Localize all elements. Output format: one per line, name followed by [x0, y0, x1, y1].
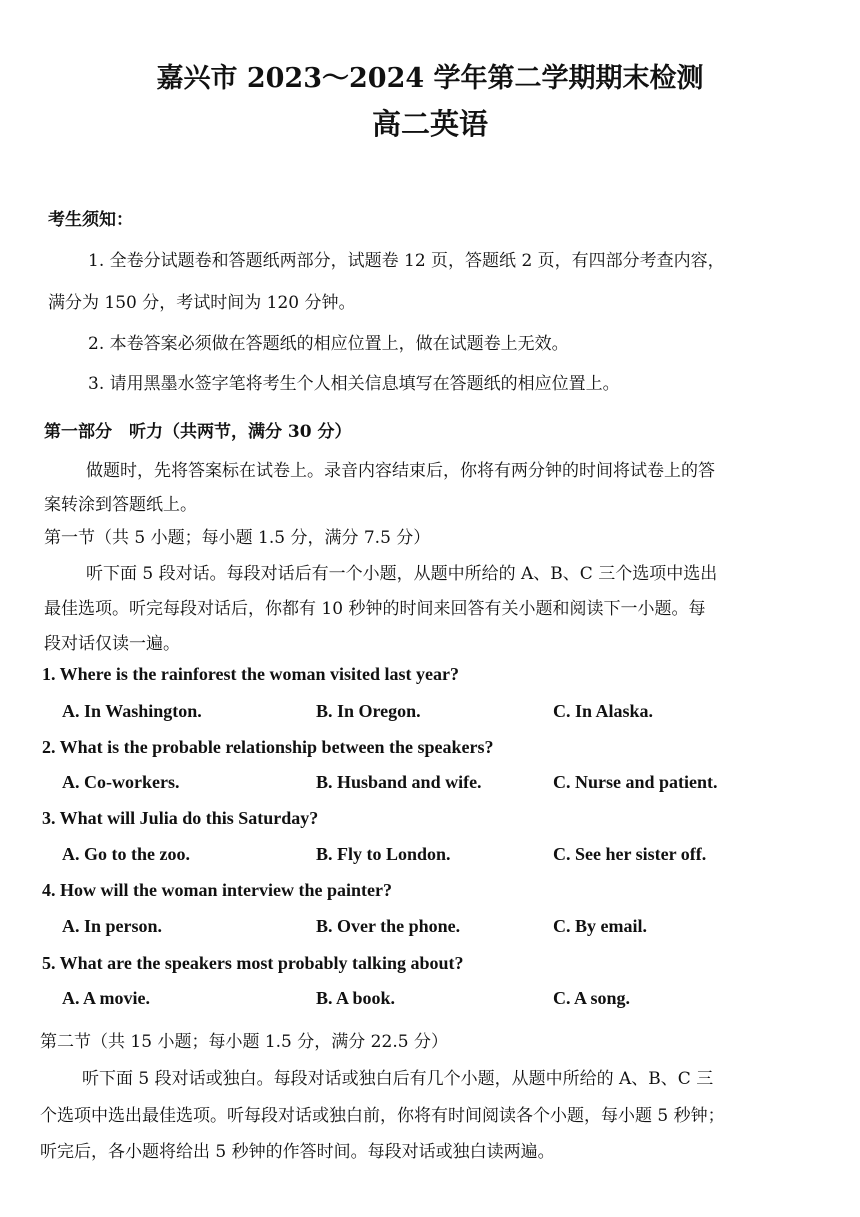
notice-item-2: 2. 本卷答案必须做在答题纸的相应位置上，做在试题卷上无效。	[88, 334, 569, 354]
section2-heading: 第二节（共 15 小题；每小题 1.5 分，满分 22.5 分）	[40, 1032, 448, 1052]
question-1-option-a: A. In Washington.	[62, 701, 202, 721]
question-2-option-c: C. Nurse and patient.	[553, 772, 718, 792]
section2-instr-line-3: 听完后，各小题将给出 5 秒钟的作答时间。每段对话或独白读两遍。	[40, 1142, 555, 1162]
exam-subject: 高二英语	[371, 107, 488, 141]
question-4-option-c: C. By email.	[553, 916, 647, 936]
section1-instr-line-2: 最佳选项。听完每段对话后，你都有 10 秒钟的时间来回答有关小题和阅读下一小题。每	[44, 599, 706, 619]
notice-item-1-line-1: 1. 全卷分试题卷和答题纸两部分，试题卷 12 页，答题纸 2 页，有四部分考查内容，	[88, 251, 725, 271]
question-1-option-c: C. In Alaska.	[553, 701, 654, 721]
question-2-option-a: A. Co-workers.	[62, 772, 180, 792]
question-4: 4. How will the woman interview the painter?	[42, 880, 392, 900]
question-5-option-c: C. A song.	[553, 988, 631, 1008]
question-4-option-b: B. Over the phone.	[316, 916, 461, 936]
notice-item-3: 3. 请用黑墨水签字笔将考生个人相关信息填写在答题纸的相应位置上。	[88, 374, 620, 394]
exam-title: 嘉兴市 2023～2024 学年第二学期期末检测	[156, 63, 704, 94]
question-3: 3. What will Julia do this Saturday?	[42, 808, 319, 828]
section2-instr-line-1: 听下面 5 段对话或独白。每段对话或独白后有几个小题，从题中所给的 A、B、C 三	[82, 1069, 714, 1089]
question-1-option-b: B. In Oregon.	[316, 701, 421, 721]
question-4-option-a: A. In person.	[62, 916, 163, 936]
part1-intro-line-1: 做题时，先将答案标在试卷上。录音内容结束后，你将有两分钟的时间将试卷上的答	[86, 461, 715, 481]
notice-item-1-line-2: 满分为 150 分，考试时间为 120 分钟。	[48, 293, 356, 313]
part1-intro-line-2: 案转涂到答题纸上。	[44, 495, 197, 515]
notice-heading: 考生须知：	[48, 210, 133, 230]
question-1: 1. Where is the rainforest the woman visited last year?	[42, 664, 459, 684]
section1-heading: 第一节（共 5 小题；每小题 1.5 分，满分 7.5 分）	[44, 528, 431, 548]
question-5-option-a: A. A movie.	[62, 988, 150, 1008]
question-5: 5. What are the speakers most probably talking about?	[42, 953, 464, 973]
section2-instr-line-2: 个选项中选出最佳选项。听每段对话或独白前，你将有时间阅读各个小题，每小题 5 秒钟；	[40, 1106, 725, 1126]
part1-heading: 第一部分 听力（共两节，满分 30 分）	[44, 422, 352, 442]
question-5-option-b: B. A book.	[316, 988, 396, 1008]
question-2-option-b: B. Husband and wife.	[316, 772, 482, 792]
question-3-option-c: C. See her sister off.	[553, 844, 707, 864]
section1-instr-line-3: 段对话仅读一遍。	[44, 634, 180, 654]
question-2: 2. What is the probable relationship between the speakers?	[42, 737, 494, 757]
section1-instr-line-1: 听下面 5 段对话。每段对话后有一个小题，从题中所给的 A、B、C 三个选项中选出	[86, 564, 718, 584]
question-3-option-b: B. Fly to London.	[316, 844, 451, 864]
question-3-option-a: A. Go to the zoo.	[62, 844, 190, 864]
